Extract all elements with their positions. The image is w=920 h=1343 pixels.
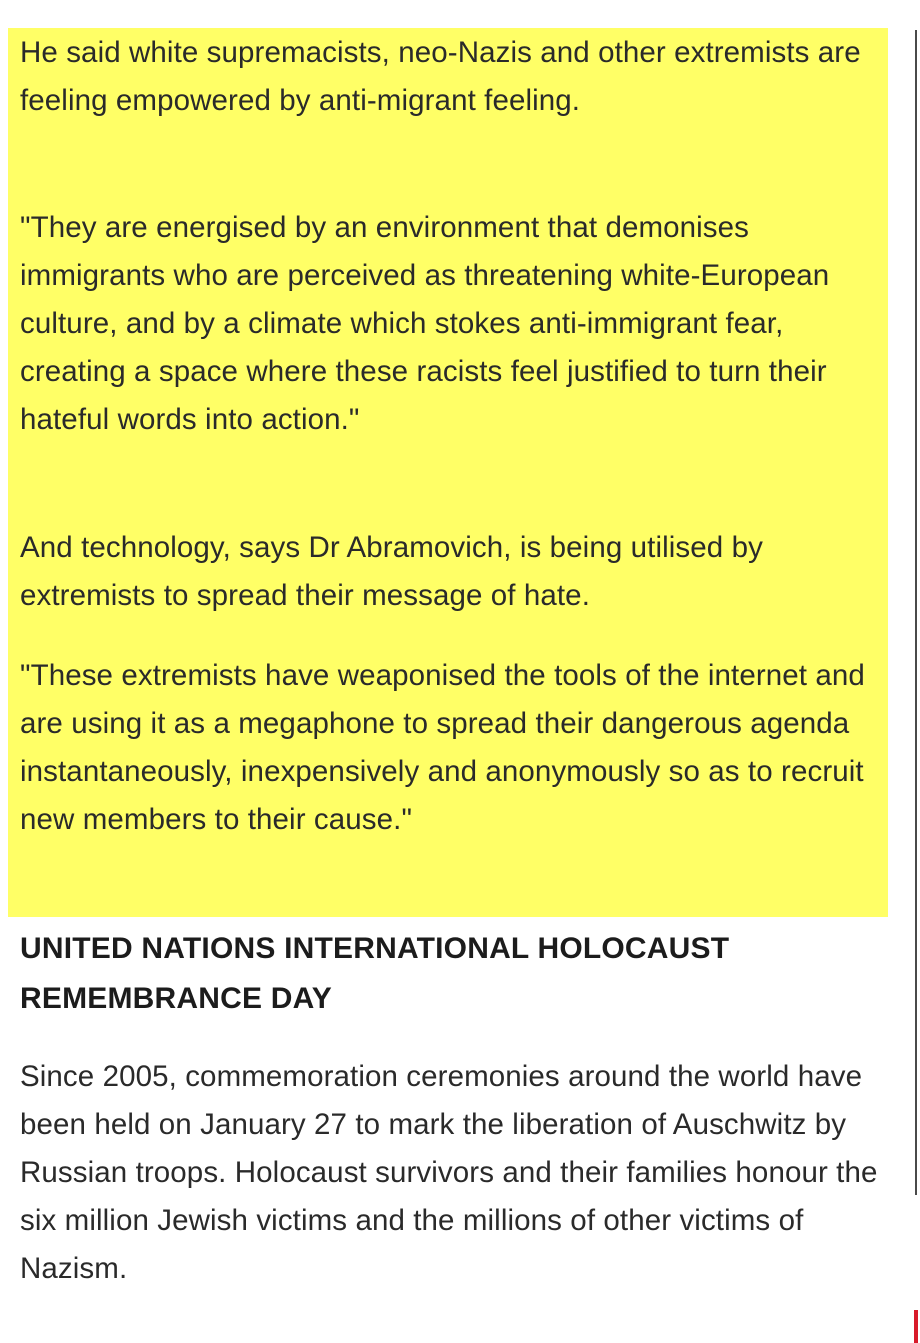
article-paragraph: And technology, says Dr Abramovich, is being utilised by extremists to spread their message of hate. [20,531,763,612]
article-paragraph: "These extremists have weaponised the tools of the internet and are using it as a megaphone to spread their dangerous agenda instantaneously, inexpensively and anonymously so as to recruit new members to their cause." [20,659,865,836]
page-edge-divider [915,30,917,1195]
article-paragraph: He said white supremacists, neo-Nazis and other extremists are feeling empowered by anti-migrant feeling. [20,36,861,117]
article-paragraph: Since 2005, commemoration ceremonies around the world have been held on January 27 to mark the liberation of Auschwitz by Russian troops. Holocaust survivors and their families honour the six million Jewish victims and the millions of other victims of Nazism. [20,1060,878,1285]
section-heading: UNITED NATIONS INTERNATIONAL HOLOCAUST REMEMBRANCE DAY [20,932,730,1015]
highlighted-quote-block [8,28,888,917]
article-paragraph: "They are energised by an environment that demonises immigrants who are perceived as threatening white-European culture, and by a climate which stokes anti-immigrant fear, creating a space where these racists feel justified to turn their hateful words into action." [20,211,830,436]
accent-marker [914,1310,918,1343]
